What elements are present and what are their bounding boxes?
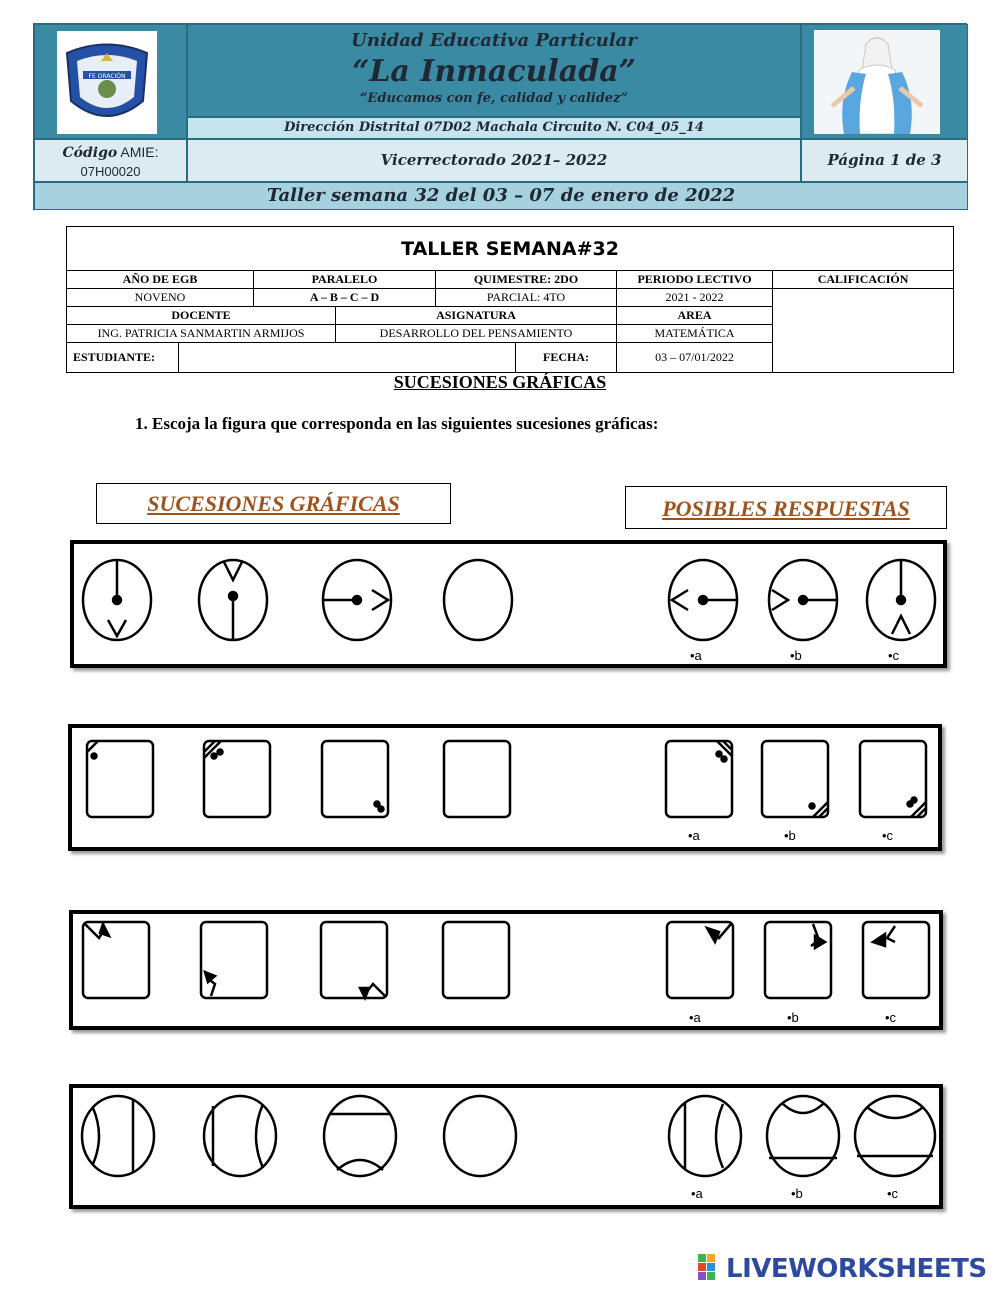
area-label: AREA <box>617 307 773 325</box>
parallel-value: A – B – C – D <box>254 289 436 307</box>
answer-a-figure[interactable] <box>669 560 737 640</box>
row4-figure-2 <box>204 1096 276 1176</box>
row4-figure-3 <box>324 1096 396 1176</box>
year-label: AÑO DE EGB <box>67 271 254 289</box>
option-b: •b <box>790 648 802 663</box>
school-motto: “Educamos con fe, calidad y calidez” <box>360 91 628 106</box>
row3-figure-2 <box>201 922 267 998</box>
option-c: •c <box>882 828 894 843</box>
virgin-image-cell <box>801 24 968 139</box>
row2-figure-2 <box>204 741 270 817</box>
row1-figure-4-blank[interactable] <box>444 560 512 640</box>
school-header <box>33 23 967 210</box>
period-label: PERIODO LECTIVO <box>617 271 773 289</box>
option-c: •c <box>887 1186 899 1201</box>
partial-value: PARCIAL: 4TO <box>436 289 617 307</box>
answer-b-figure[interactable] <box>769 560 837 640</box>
option-a: •a <box>689 1010 701 1025</box>
virgin-mary-image <box>814 30 940 134</box>
student-field[interactable] <box>179 343 516 373</box>
sequences-label: SUCESIONES GRÁFICAS <box>96 483 451 524</box>
section-title: SUCESIONES GRÁFICAS <box>393 372 607 392</box>
option-b: •b <box>784 828 796 843</box>
liveworksheets-brand <box>698 1254 987 1284</box>
grade-field[interactable] <box>773 289 954 373</box>
taller-title-cell <box>34 182 968 210</box>
grade-label: CALIFICACIÓN <box>773 271 954 289</box>
answer-a-figure[interactable] <box>669 1096 741 1176</box>
answer-a-figure[interactable] <box>666 741 732 817</box>
sequence-row-2 <box>68 724 942 851</box>
answer-b-figure[interactable] <box>767 1096 839 1176</box>
amie-cell <box>34 139 187 182</box>
row1-figure-1 <box>83 560 151 640</box>
parallel-label: PARALELO <box>254 271 436 289</box>
answer-b-figure[interactable] <box>765 922 831 998</box>
school-type: Unidad Educativa Particular <box>351 30 637 51</box>
answer-c-figure[interactable] <box>867 560 935 640</box>
row2-figure-1 <box>87 741 153 817</box>
student-info-table <box>66 226 954 373</box>
amie-label: Código AMIE: <box>62 144 159 161</box>
liveworksheets-logo-icon <box>698 1254 724 1280</box>
page-number-cell <box>801 139 968 182</box>
sequence-row-4 <box>69 1084 943 1209</box>
brand-text: LIVEWORKSHEETS <box>726 1254 987 1284</box>
year-value: NOVENO <box>67 289 254 307</box>
answer-c-figure[interactable] <box>855 1096 935 1176</box>
row3-figure-3 <box>321 922 387 998</box>
worksheet-title: TALLER SEMANA#32 <box>67 227 954 271</box>
sequence-row-3 <box>69 910 943 1030</box>
page-number: Página 1 de 3 <box>827 151 942 169</box>
taller-title: Taller semana 32 del 03 – 07 de enero de 2022 <box>266 185 736 206</box>
district-direction: Dirección Distrital 07D02 Machala Circuito N. C04_05_14 <box>284 120 704 135</box>
vice-rectorate: Vicerrectorado 2021– 2022 <box>380 151 608 169</box>
school-name: “La Inmaculada” <box>352 54 636 89</box>
school-title-cell <box>187 24 801 117</box>
row2-figure-4-blank[interactable] <box>444 741 510 817</box>
option-a: •a <box>691 1186 703 1201</box>
instruction: 1. Escoja la figura que corresponda en las siguientes sucesiones gráficas: <box>135 414 659 433</box>
option-c: •c <box>888 648 900 663</box>
answer-c-figure[interactable] <box>860 741 926 817</box>
answer-a-figure[interactable] <box>667 922 733 998</box>
date-label: FECHA: <box>516 343 617 373</box>
svg-text:FE ORACIÓN: FE ORACIÓN <box>88 73 126 80</box>
row1-figure-2 <box>199 560 267 640</box>
row4-figure-1 <box>82 1096 154 1176</box>
answers-label: POSIBLES RESPUESTAS <box>625 486 947 529</box>
row4-figure-4-blank[interactable] <box>444 1096 516 1176</box>
amie-code: 07H00020 <box>80 164 141 179</box>
row2-figure-3 <box>322 741 388 817</box>
logo-cell <box>34 24 187 139</box>
period-value: 2021 - 2022 <box>617 289 773 307</box>
area-value: MATEMÁTICA <box>617 325 773 343</box>
quimester-label: QUIMESTRE: 2DO <box>436 271 617 289</box>
direction-cell <box>187 117 801 139</box>
option-c: •c <box>885 1010 897 1025</box>
subject-value: DESARROLLO DEL PENSAMIENTO <box>336 325 617 343</box>
option-a: •a <box>690 648 702 663</box>
row1-figure-3 <box>323 560 391 640</box>
option-b: •b <box>791 1186 803 1201</box>
option-a: •a <box>688 828 700 843</box>
option-b: •b <box>787 1010 799 1025</box>
student-label: ESTUDIANTE: <box>67 343 179 373</box>
row3-figure-4-blank[interactable] <box>443 922 509 998</box>
answer-c-figure[interactable] <box>863 922 929 998</box>
subject-label: ASIGNATURA <box>336 307 617 325</box>
school-logo <box>57 31 157 134</box>
teacher-value: ING. PATRICIA SANMARTIN ARMIJOS <box>67 325 336 343</box>
row3-figure-1 <box>83 922 149 998</box>
answer-b-figure[interactable] <box>762 741 828 817</box>
teacher-label: DOCENTE <box>67 307 336 325</box>
vice-rectorate-cell <box>187 139 801 182</box>
sequence-row-1 <box>70 540 947 668</box>
date-value: 03 – 07/01/2022 <box>617 343 773 373</box>
